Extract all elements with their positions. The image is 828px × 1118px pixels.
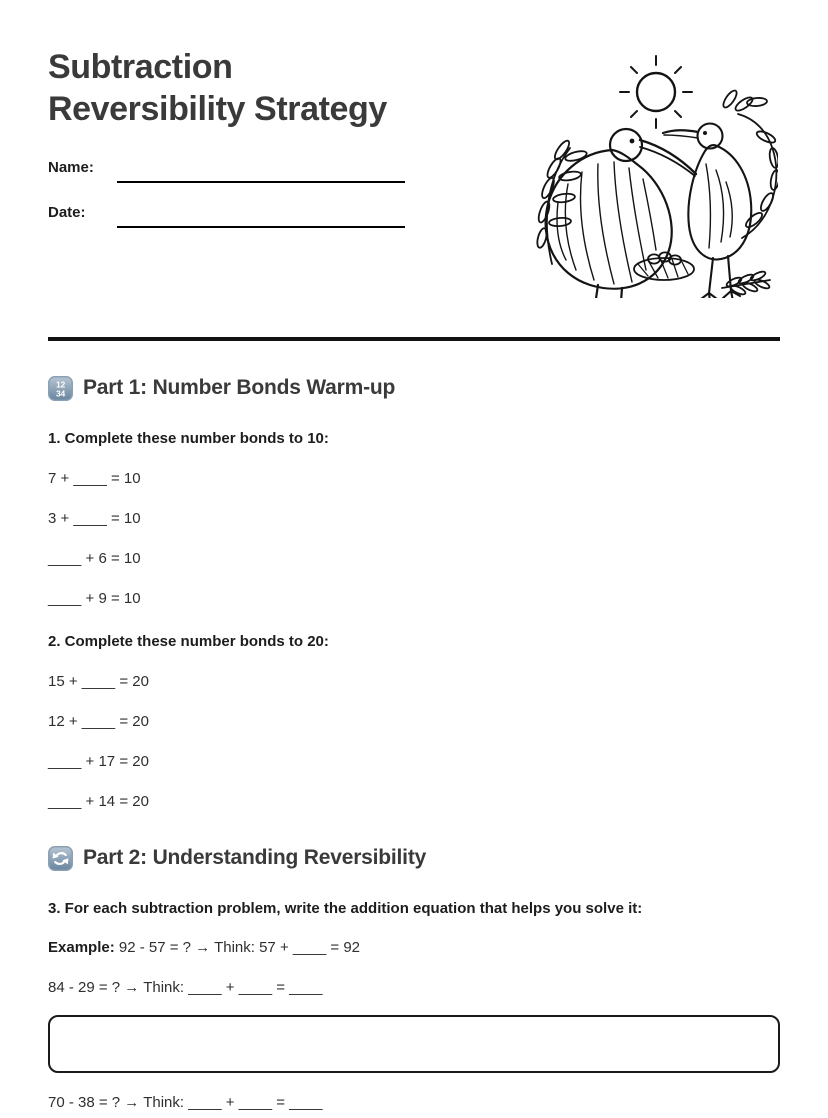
equation-line: ____ + 9 = 10 xyxy=(48,590,141,607)
example-label: Example: xyxy=(48,939,115,956)
badge-digits-top: 12 xyxy=(55,378,66,389)
date-blank-line xyxy=(117,202,405,228)
question-1-prompt: 1. Complete these number bonds to 10: xyxy=(48,430,329,447)
page-title-line2: Reversibility Strategy xyxy=(48,90,387,128)
kiwi-illustration xyxy=(516,52,778,298)
equation-line: 15 + ____ = 20 xyxy=(48,673,149,690)
header xyxy=(48,0,780,337)
sun-icon xyxy=(620,56,692,128)
name-field xyxy=(48,157,405,183)
answer-box xyxy=(48,1015,780,1073)
input-numbers-icon xyxy=(48,376,73,401)
equation-line: ____ + 14 = 20 xyxy=(48,793,149,810)
example-equation: 92 - 57 = ? → Think: 57 + ____ = 92 xyxy=(118,939,361,956)
equation-line: 7 + ____ = 10 xyxy=(48,470,141,487)
name-label: Name: xyxy=(48,159,94,176)
question-2-prompt: 2. Complete these number bonds to 20: xyxy=(48,633,329,650)
question-3-prompt: 3. For each subtraction problem, write the addition equation that helps you solve it: xyxy=(48,900,643,917)
page-title-line1: Subtraction xyxy=(48,48,233,86)
page-title xyxy=(48,46,518,130)
date-label: Date: xyxy=(48,204,86,221)
name-blank-line xyxy=(117,157,405,183)
part2-heading-text: Part 2: Understanding Reversibility xyxy=(83,846,427,869)
equation-line: 12 + ____ = 20 xyxy=(48,713,149,730)
badge-digits-bottom: 34 xyxy=(55,388,66,399)
part1-heading xyxy=(48,374,780,402)
equation-line: ____ + 6 = 10 xyxy=(48,550,141,567)
part1-heading-text: Part 1: Number Bonds Warm-up xyxy=(83,376,396,399)
problem-line-2: 70 - 38 = ? → Think: ____ + ____ = ____ xyxy=(48,1094,323,1111)
arrows-counterclockwise-icon xyxy=(48,846,73,871)
date-field xyxy=(48,202,405,228)
problem-line-1: 84 - 29 = ? → Think: ____ + ____ = ____ xyxy=(48,979,323,996)
right-vine xyxy=(721,89,778,238)
equation-line: ____ + 17 = 20 xyxy=(48,753,149,770)
equation-line: 3 + ____ = 10 xyxy=(48,510,141,527)
part2-heading xyxy=(48,844,780,872)
example-line xyxy=(48,938,780,957)
section-divider xyxy=(48,337,780,341)
